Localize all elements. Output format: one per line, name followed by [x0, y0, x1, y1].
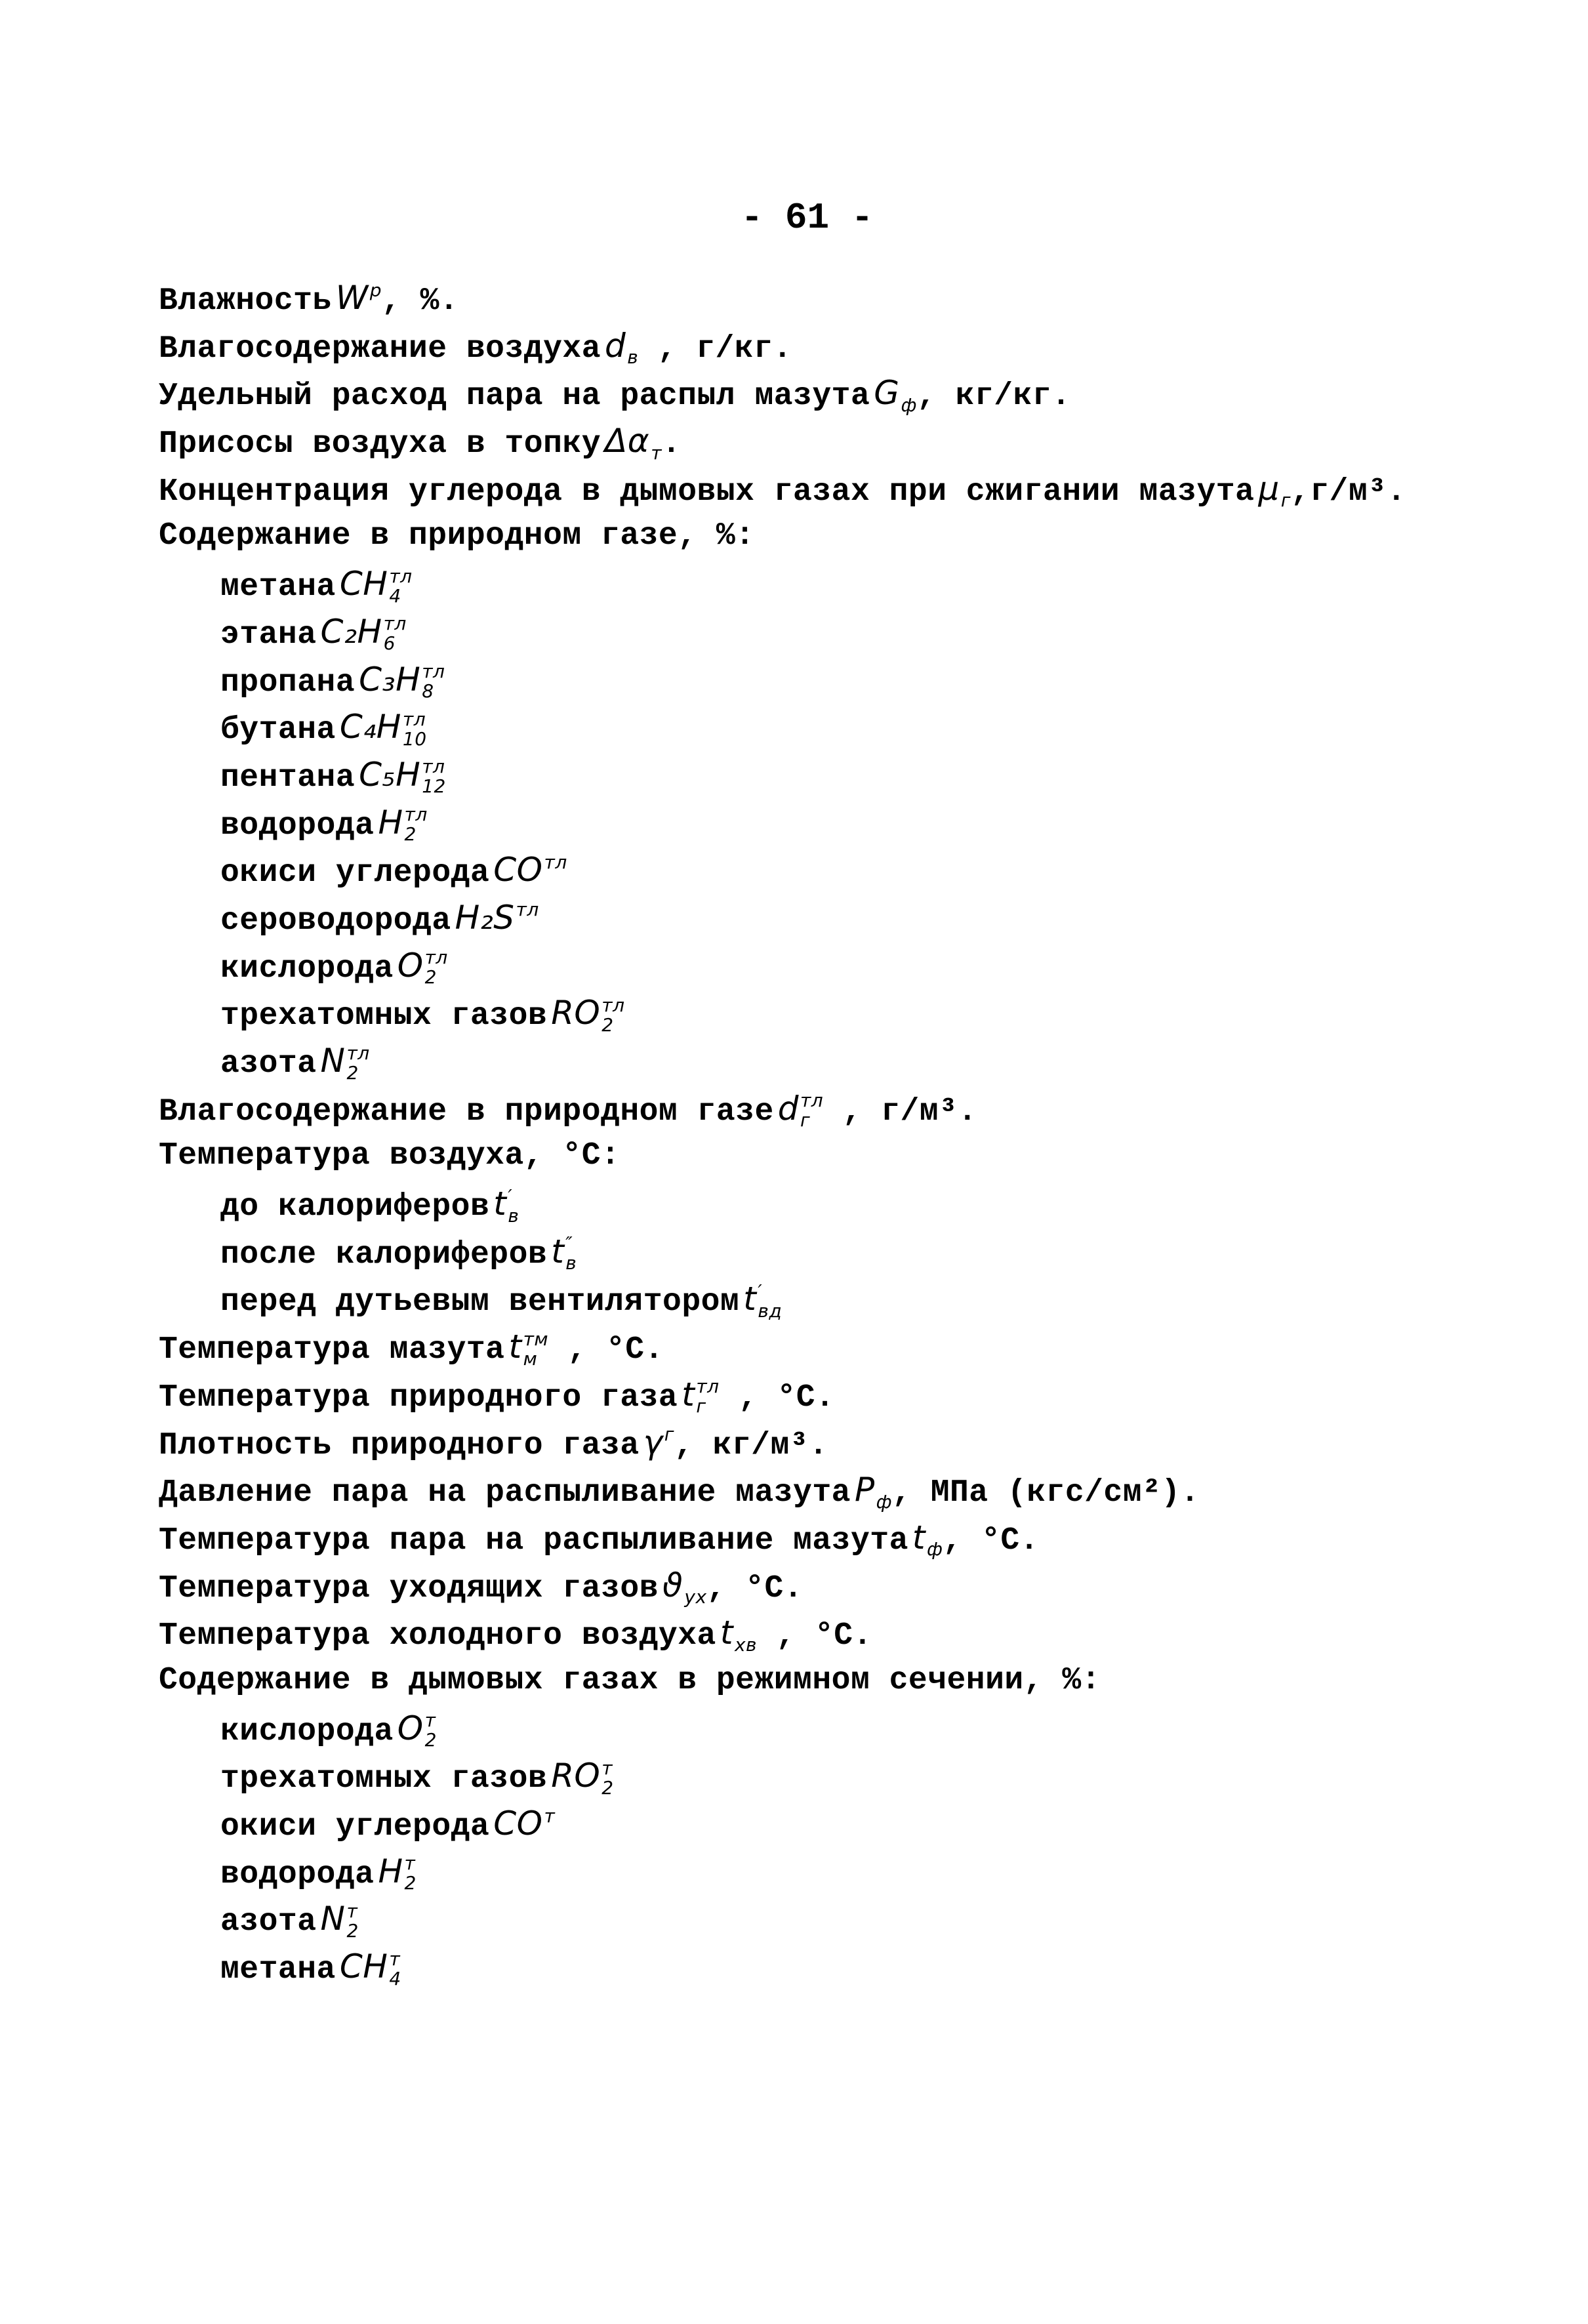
line-text: Температура уходящих газов	[159, 1570, 659, 1606]
symbol-base: RO	[551, 994, 601, 1032]
symbol-base: C₃H	[359, 660, 421, 699]
symbol-subscript: 4	[389, 584, 401, 607]
symbol-base: CO	[493, 1804, 543, 1843]
symbol-superscript: тл	[404, 804, 428, 826]
parameter-line	[159, 1371, 1536, 1419]
line-units: ,г/м³.	[1290, 474, 1406, 510]
symbol-base: γ	[643, 1423, 663, 1461]
symbol-base: RO	[551, 1757, 601, 1795]
line-text: Концентрация углерода в дымовых газах при сжигании мазута	[159, 474, 1255, 510]
symbol-base: μ	[1258, 469, 1280, 508]
symbol-base: CH	[339, 565, 388, 603]
sub-item-line	[159, 1705, 1536, 1753]
line-text: сероводорода	[220, 903, 451, 939]
line-units: , °С.	[757, 1618, 872, 1654]
formula-symbol	[912, 1518, 943, 1560]
symbol-subscript: ф	[876, 1490, 893, 1513]
symbol-superscript: тл	[800, 1090, 824, 1112]
script-spacer	[516, 920, 539, 939]
symbol-indices	[927, 1520, 943, 1559]
symbol-superscript: тл	[601, 994, 625, 1016]
symbol-superscript: тл	[422, 756, 445, 778]
symbol-indices	[601, 996, 624, 1035]
symbol-indices	[901, 376, 917, 415]
line-text: до калориферов	[220, 1189, 490, 1225]
symbol-superscript: т	[389, 1947, 401, 1970]
symbol-base: H	[378, 803, 403, 842]
line-units: , °С.	[943, 1522, 1039, 1559]
formula-symbol	[662, 1566, 707, 1608]
symbol-subscript: 2	[424, 1729, 437, 1751]
symbol-subscript: 12	[422, 775, 446, 798]
formula-symbol	[320, 612, 407, 655]
symbol-superscript: т	[346, 1900, 358, 1922]
symbol-superscript: т	[424, 1709, 436, 1732]
symbol-subscript: т	[651, 441, 662, 464]
symbol-indices	[544, 1806, 556, 1846]
symbol-indices	[876, 1473, 892, 1512]
line-text: трехатомных газов	[220, 998, 548, 1034]
symbol-base: d	[605, 326, 626, 365]
formula-symbol	[874, 374, 917, 416]
symbol-base: W	[335, 279, 369, 317]
formula-symbol	[720, 1614, 758, 1656]
sub-item-line	[159, 560, 1536, 608]
symbol-indices	[516, 900, 539, 939]
script-spacer	[927, 1520, 943, 1539]
symbol-subscript: ф	[927, 1538, 943, 1560]
formula-symbol	[378, 803, 428, 846]
script-spacer	[544, 1826, 556, 1846]
symbol-superscript: тл	[516, 899, 539, 921]
formula-symbol	[378, 1852, 417, 1894]
line-text: азота	[220, 1904, 317, 1940]
symbol-base: t	[551, 1232, 565, 1271]
symbol-subscript: 2	[424, 966, 437, 989]
sub-item-line	[159, 1275, 1536, 1323]
symbol-indices	[758, 1282, 782, 1321]
line-text: бутана	[220, 712, 336, 748]
symbol-superscript: тм	[523, 1328, 549, 1350]
symbol-subscript: в	[627, 346, 639, 369]
formula-symbol	[320, 1900, 359, 1942]
parameter-list	[159, 274, 1536, 1991]
symbol-indices	[346, 1044, 369, 1083]
symbol-indices	[627, 328, 638, 367]
line-text: Влажность	[159, 283, 332, 319]
formula-symbol	[336, 279, 382, 317]
symbol-subscript: в	[565, 1252, 577, 1274]
symbol-indices	[684, 1568, 706, 1607]
symbol-subscript: ф	[901, 394, 917, 416]
formula-symbol	[397, 1709, 437, 1751]
line-text: Содержание в природном газе, %:	[159, 518, 755, 554]
symbol-base: t	[912, 1518, 926, 1557]
script-spacer	[876, 1473, 892, 1492]
line-text: Влагосодержание в природном газе	[159, 1093, 774, 1130]
symbol-indices	[425, 948, 448, 987]
formula-symbol	[854, 1471, 893, 1513]
symbol-subscript: 6	[383, 632, 396, 655]
line-text: метана	[220, 569, 336, 605]
symbol-subscript: 2	[601, 1776, 614, 1799]
symbol-base: N	[320, 1042, 346, 1080]
line-text: Температура мазута	[159, 1332, 505, 1368]
line-units: , г/м³.	[823, 1093, 977, 1130]
parameter-line	[159, 1419, 1536, 1467]
symbol-subscript: вд	[758, 1299, 783, 1322]
symbol-base: d	[777, 1089, 799, 1128]
formula-symbol	[551, 994, 625, 1036]
symbol-base: G	[874, 374, 900, 413]
formula-symbol	[359, 660, 445, 702]
sub-item-line	[159, 1895, 1536, 1943]
parameter-line	[159, 1085, 1536, 1133]
script-spacer	[651, 424, 662, 443]
symbol-indices	[405, 1854, 417, 1893]
symbol-indices	[389, 567, 412, 606]
formula-symbol	[551, 1232, 577, 1274]
parameter-line	[159, 465, 1536, 513]
symbol-indices	[422, 662, 445, 701]
line-units: , %.	[381, 283, 459, 319]
symbol-indices	[565, 1234, 577, 1273]
sub-item-line	[159, 1180, 1536, 1228]
line-text: кислорода	[220, 1713, 394, 1749]
symbol-superscript: тл	[422, 661, 445, 682]
symbol-base: t	[508, 1328, 522, 1366]
symbol-base: t	[743, 1280, 757, 1318]
formula-symbol	[777, 1089, 824, 1131]
line-text: Содержание в дымовых газах в режимном сечении, %:	[159, 1662, 1101, 1698]
sub-item-line	[159, 1800, 1536, 1848]
script-spacer	[684, 1568, 706, 1587]
symbol-base: C₅H	[359, 755, 421, 794]
symbol-base: CO	[493, 851, 543, 889]
formula-symbol	[682, 1375, 720, 1417]
formula-symbol	[320, 1042, 370, 1084]
symbol-base: H	[378, 1852, 403, 1890]
sub-item-line	[159, 846, 1536, 894]
symbol-subscript: 2	[404, 1872, 417, 1894]
script-spacer	[664, 1444, 674, 1464]
symbol-indices	[384, 614, 407, 653]
script-spacer	[1281, 471, 1291, 491]
formula-symbol	[397, 946, 448, 989]
formula-symbol	[605, 326, 639, 369]
formula-symbol	[743, 1280, 783, 1322]
formula-symbol	[493, 851, 567, 889]
symbol-superscript: тл	[402, 708, 426, 730]
symbol-superscript: ′	[758, 1280, 763, 1302]
line-units: .	[662, 426, 682, 462]
line-text: водорода	[220, 1856, 375, 1892]
symbol-subscript: 4	[389, 1967, 401, 1989]
sub-item-line	[159, 703, 1536, 751]
line-text: перед дутьевым вентилятором	[220, 1284, 740, 1320]
parameter-line	[159, 1562, 1536, 1610]
line-text: метана	[220, 1952, 336, 1988]
symbol-subscript: г	[800, 1109, 811, 1131]
sub-item-line	[159, 1848, 1536, 1896]
line-text: пентана	[220, 760, 356, 796]
line-units: , МПа (кгс/см²).	[892, 1475, 1200, 1511]
line-text: Присосы воздуха в топку	[159, 426, 601, 462]
symbol-subscript: 10	[402, 727, 427, 750]
symbol-indices	[405, 805, 428, 844]
symbol-superscript: ″	[565, 1233, 573, 1255]
line-text: Плотность природного газа	[159, 1427, 640, 1463]
symbol-indices	[735, 1616, 757, 1655]
script-spacer	[735, 1616, 757, 1635]
line-text: Температура холодного воздуха	[159, 1618, 716, 1654]
formula-symbol	[339, 708, 427, 750]
line-text: Удельный расход пара на распыл мазута	[159, 378, 870, 415]
symbol-subscript: 2	[601, 1013, 614, 1036]
symbol-subscript: ух	[684, 1586, 707, 1608]
sub-item-line	[159, 942, 1536, 990]
line-text: Температура воздуха, °С:	[159, 1138, 621, 1174]
parameter-line	[159, 417, 1536, 465]
symbol-indices	[651, 424, 662, 463]
parameter-line	[159, 369, 1536, 417]
symbol-superscript: т	[601, 1757, 613, 1779]
parameter-line	[159, 512, 1536, 560]
line-units: , г/кг.	[638, 331, 792, 367]
symbol-base: ϑ	[662, 1566, 683, 1604]
symbol-base: t	[682, 1375, 695, 1414]
sub-item-line	[159, 894, 1536, 942]
symbol-base: O	[397, 1709, 424, 1747]
symbol-base: t	[720, 1614, 733, 1652]
symbol-base: Δα	[605, 422, 650, 460]
line-text: трехатомных газов	[220, 1761, 548, 1797]
symbol-indices	[601, 1759, 613, 1798]
parameter-line	[159, 1466, 1536, 1514]
symbol-subscript: хв	[734, 1633, 758, 1656]
formula-symbol	[493, 1804, 555, 1843]
formula-symbol	[359, 755, 446, 798]
parameter-line	[159, 1323, 1536, 1371]
formula-symbol	[455, 899, 539, 937]
parameter-line	[159, 1132, 1536, 1180]
symbol-subscript: 2	[346, 1919, 359, 1942]
symbol-superscript: тл	[424, 947, 448, 969]
symbol-superscript: тл	[346, 1042, 370, 1064]
symbol-indices	[370, 281, 382, 320]
symbol-indices	[422, 757, 446, 796]
formula-symbol	[508, 1328, 549, 1370]
symbol-superscript: p	[369, 279, 382, 301]
formula-symbol	[605, 422, 662, 464]
line-units: , кг/м³.	[674, 1427, 828, 1463]
parameter-line	[159, 1514, 1536, 1562]
symbol-indices	[523, 1330, 548, 1369]
symbol-indices	[544, 853, 567, 892]
line-text: окиси углерода	[220, 855, 490, 891]
sub-item-line	[159, 656, 1536, 704]
parameter-line	[159, 1657, 1536, 1705]
script-spacer	[627, 328, 638, 348]
formula-symbol	[1258, 469, 1291, 512]
sub-item-line	[159, 1037, 1536, 1085]
symbol-superscript: т	[544, 1804, 556, 1827]
line-text: Влагосодержание воздуха	[159, 331, 601, 367]
line-text: кислорода	[220, 950, 394, 987]
symbol-subscript: 2	[404, 823, 417, 846]
symbol-superscript: ′	[508, 1185, 513, 1207]
symbol-indices	[425, 1711, 437, 1750]
symbol-indices	[696, 1377, 719, 1416]
symbol-superscript: т	[404, 1852, 416, 1875]
line-text: Температура пара на распыливание мазута	[159, 1522, 908, 1559]
symbol-base: t	[493, 1185, 507, 1223]
symbol-indices	[800, 1091, 823, 1130]
line-units: , кг/кг.	[916, 378, 1071, 415]
symbol-subscript: в	[508, 1204, 519, 1227]
page-number: - 61 -	[741, 197, 874, 239]
symbol-base: C₄H	[339, 708, 401, 746]
symbol-subscript: 8	[422, 680, 434, 702]
line-units: , °С.	[548, 1332, 664, 1368]
symbol-indices	[1281, 471, 1291, 510]
formula-symbol	[339, 565, 413, 607]
symbol-indices	[664, 1425, 674, 1464]
symbol-indices	[346, 1902, 358, 1941]
sub-item-line	[159, 1228, 1536, 1276]
parameter-line	[159, 322, 1536, 370]
symbol-base: C₂H	[320, 612, 382, 651]
line-text: этана	[220, 617, 317, 653]
symbol-superscript: тл	[544, 851, 567, 873]
symbol-superscript: тл	[389, 565, 413, 587]
formula-symbol	[551, 1757, 614, 1799]
sub-item-line	[159, 751, 1536, 799]
symbol-superscript: тл	[696, 1376, 720, 1398]
symbol-base: P	[854, 1471, 875, 1509]
sub-item-line	[159, 989, 1536, 1037]
symbol-superscript: тл	[383, 613, 407, 635]
sub-item-line	[159, 608, 1536, 656]
sub-item-line	[159, 1943, 1536, 1991]
symbol-base: H₂S	[455, 898, 515, 937]
sub-item-line	[159, 1752, 1536, 1800]
formula-symbol	[643, 1423, 674, 1461]
line-units: , °С.	[706, 1570, 804, 1606]
script-spacer	[901, 376, 917, 396]
symbol-base: N	[320, 1900, 346, 1938]
symbol-indices	[389, 1949, 401, 1989]
symbol-base: CH	[339, 1947, 388, 1986]
line-text: пропана	[220, 664, 356, 701]
symbol-superscript: г	[664, 1423, 674, 1445]
formula-symbol	[339, 1947, 401, 1989]
symbol-subscript: м	[523, 1347, 538, 1370]
symbol-base: O	[397, 946, 424, 985]
line-text: азота	[220, 1046, 317, 1082]
line-units: , °С.	[719, 1379, 835, 1416]
symbol-subscript: 2	[346, 1061, 359, 1084]
line-text: Температура природного газа	[159, 1379, 678, 1416]
line-text: водорода	[220, 807, 375, 844]
symbol-indices	[403, 710, 427, 749]
parameter-line	[159, 274, 1536, 322]
line-text: после калориферов	[220, 1236, 548, 1273]
line-text: Давление пара на распыливание мазута	[159, 1475, 851, 1511]
line-text: окиси углерода	[220, 1809, 490, 1845]
parameter-line	[159, 1609, 1536, 1657]
script-spacer	[544, 872, 567, 892]
formula-symbol	[493, 1185, 519, 1227]
sub-item-line	[159, 799, 1536, 847]
script-spacer	[370, 300, 382, 320]
symbol-indices	[508, 1187, 519, 1226]
symbol-subscript: г	[1280, 489, 1291, 512]
symbol-subscript: г	[696, 1395, 706, 1417]
